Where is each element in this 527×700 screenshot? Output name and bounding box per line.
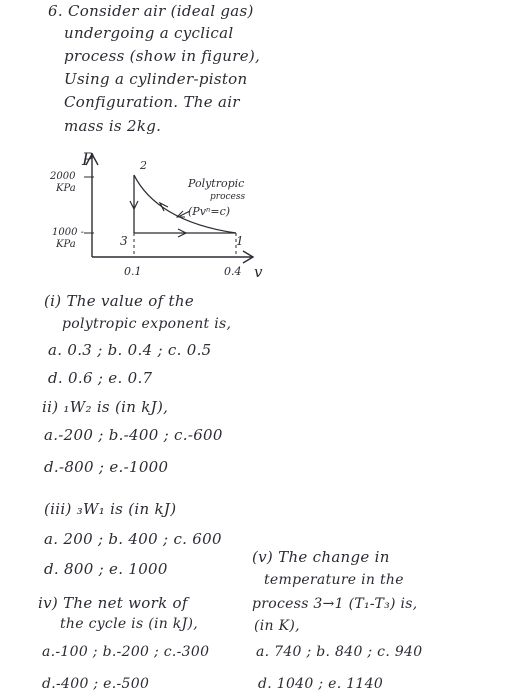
- annotation-line-3: (Pvⁿ=c): [188, 205, 231, 218]
- y-tick-1000-unit: KPa: [56, 239, 76, 250]
- part-i-options: d. 0.6 ; e. 0.7: [48, 369, 153, 387]
- y-tick-2000-label: 2000: [50, 171, 76, 182]
- part-v-options: a. 740 ; b. 840 ; c. 940: [256, 644, 423, 660]
- v-axis-label: v: [254, 263, 263, 281]
- part-iv-line: the cycle is (in kJ),: [60, 616, 199, 632]
- part-ii-line: ii) ₁W₂ is (in kJ),: [42, 398, 169, 416]
- question-line: Using a cylinder-piston: [64, 70, 248, 88]
- part-v-line: (in K),: [254, 618, 300, 634]
- part-v-line: (v) The change in: [252, 548, 390, 566]
- annotation-line-1: Polytropic: [188, 177, 245, 190]
- question-line: mass is 2kg.: [64, 117, 162, 135]
- part-ii-options: a.-200 ; b.-400 ; c.-600: [44, 426, 223, 444]
- part-iii-options: a. 200 ; b. 400 ; c. 600: [44, 530, 222, 548]
- point-1-label: 1: [236, 234, 244, 248]
- part-v-line: process 3→1 (T₁-T₃) is,: [252, 596, 418, 612]
- point-3-label: 3: [120, 234, 128, 248]
- part-v-line: temperature in the: [264, 572, 404, 588]
- p-axis-label: P: [82, 150, 94, 170]
- y-tick-2000-unit: KPa: [56, 183, 76, 194]
- y-tick-1000-label: 1000 -: [52, 227, 85, 238]
- point-2-label: 2: [140, 159, 147, 172]
- x-tick-01-label: 0.1: [124, 265, 142, 278]
- part-v-options: d. 1040 ; e. 1140: [258, 676, 384, 692]
- part-i-line: (i) The value of the: [44, 292, 195, 310]
- part-iv-options: a.-100 ; b.-200 ; c.-300: [42, 644, 210, 660]
- question-line: Configuration. The air: [64, 93, 240, 111]
- part-iv-options: d.-400 ; e.-500: [42, 676, 150, 692]
- part-iii-line: (iii) ₃W₁ is (in kJ): [44, 500, 177, 518]
- annotation-line-2: process: [210, 192, 246, 202]
- part-i-options: a. 0.3 ; b. 0.4 ; c. 0.5: [48, 341, 212, 359]
- part-iv-line: iv) The net work of: [38, 594, 188, 612]
- question-line: process (show in figure),: [64, 47, 261, 65]
- question-line: 6. Consider air (ideal gas): [48, 2, 254, 20]
- part-ii-options: d.-800 ; e.-1000: [44, 458, 169, 476]
- pv-diagram: [40, 145, 280, 285]
- part-iii-options: d. 800 ; e. 1000: [44, 560, 168, 578]
- x-tick-04-label: 0.4: [224, 265, 242, 278]
- part-i-line: polytropic exponent is,: [62, 316, 232, 332]
- question-line: undergoing a cyclical: [64, 24, 234, 42]
